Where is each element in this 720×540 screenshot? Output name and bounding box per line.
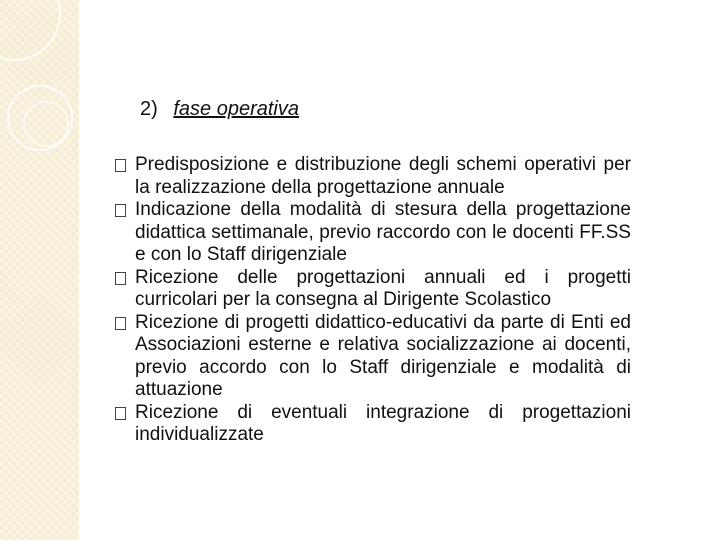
bullet-text: Ricezione di progetti didattico-educativi da parte di Enti ed Associazioni esterne e relativa socializzazione ai docenti, previo accordo con lo Staff dirigenziale e modalità di attuazione — [135, 311, 631, 400]
list-item — [115, 267, 631, 312]
square-bullet-icon — [115, 159, 126, 172]
list-item — [115, 199, 631, 267]
square-bullet-icon — [115, 272, 126, 285]
decorative-sidebar — [0, 0, 79, 540]
decorative-circles — [0, 0, 79, 540]
heading-title: fase operativa — [173, 98, 299, 120]
square-bullet-icon — [115, 317, 126, 330]
decorative-circle-inner — [24, 102, 68, 146]
bullet-text: Ricezione di eventuali integrazione di progettazioni individualizzate — [135, 401, 631, 445]
list-item — [115, 154, 631, 199]
bullet-list — [115, 154, 631, 447]
bullet-text: Indicazione della modalità di stesura della progettazione didattica settimanale, previo raccordo con le docenti FF.SS e con lo Staff dirigenziale — [135, 199, 631, 265]
list-item — [115, 312, 631, 402]
square-bullet-icon — [115, 407, 126, 420]
bullet-text: Ricezione delle progettazioni annuali ed i progetti curricolari per la consegna al Dirigente Scolastico — [135, 266, 631, 310]
decorative-circle-middle — [8, 86, 72, 150]
heading-number: 2) — [140, 98, 158, 120]
bullet-text: Predisposizione e distribuzione degli schemi operativi per la realizzazione della progettazione annuale — [135, 154, 631, 198]
square-bullet-icon — [115, 204, 126, 217]
list-item — [115, 402, 631, 447]
slide-heading — [140, 97, 299, 121]
decorative-circle-large — [0, 0, 60, 60]
